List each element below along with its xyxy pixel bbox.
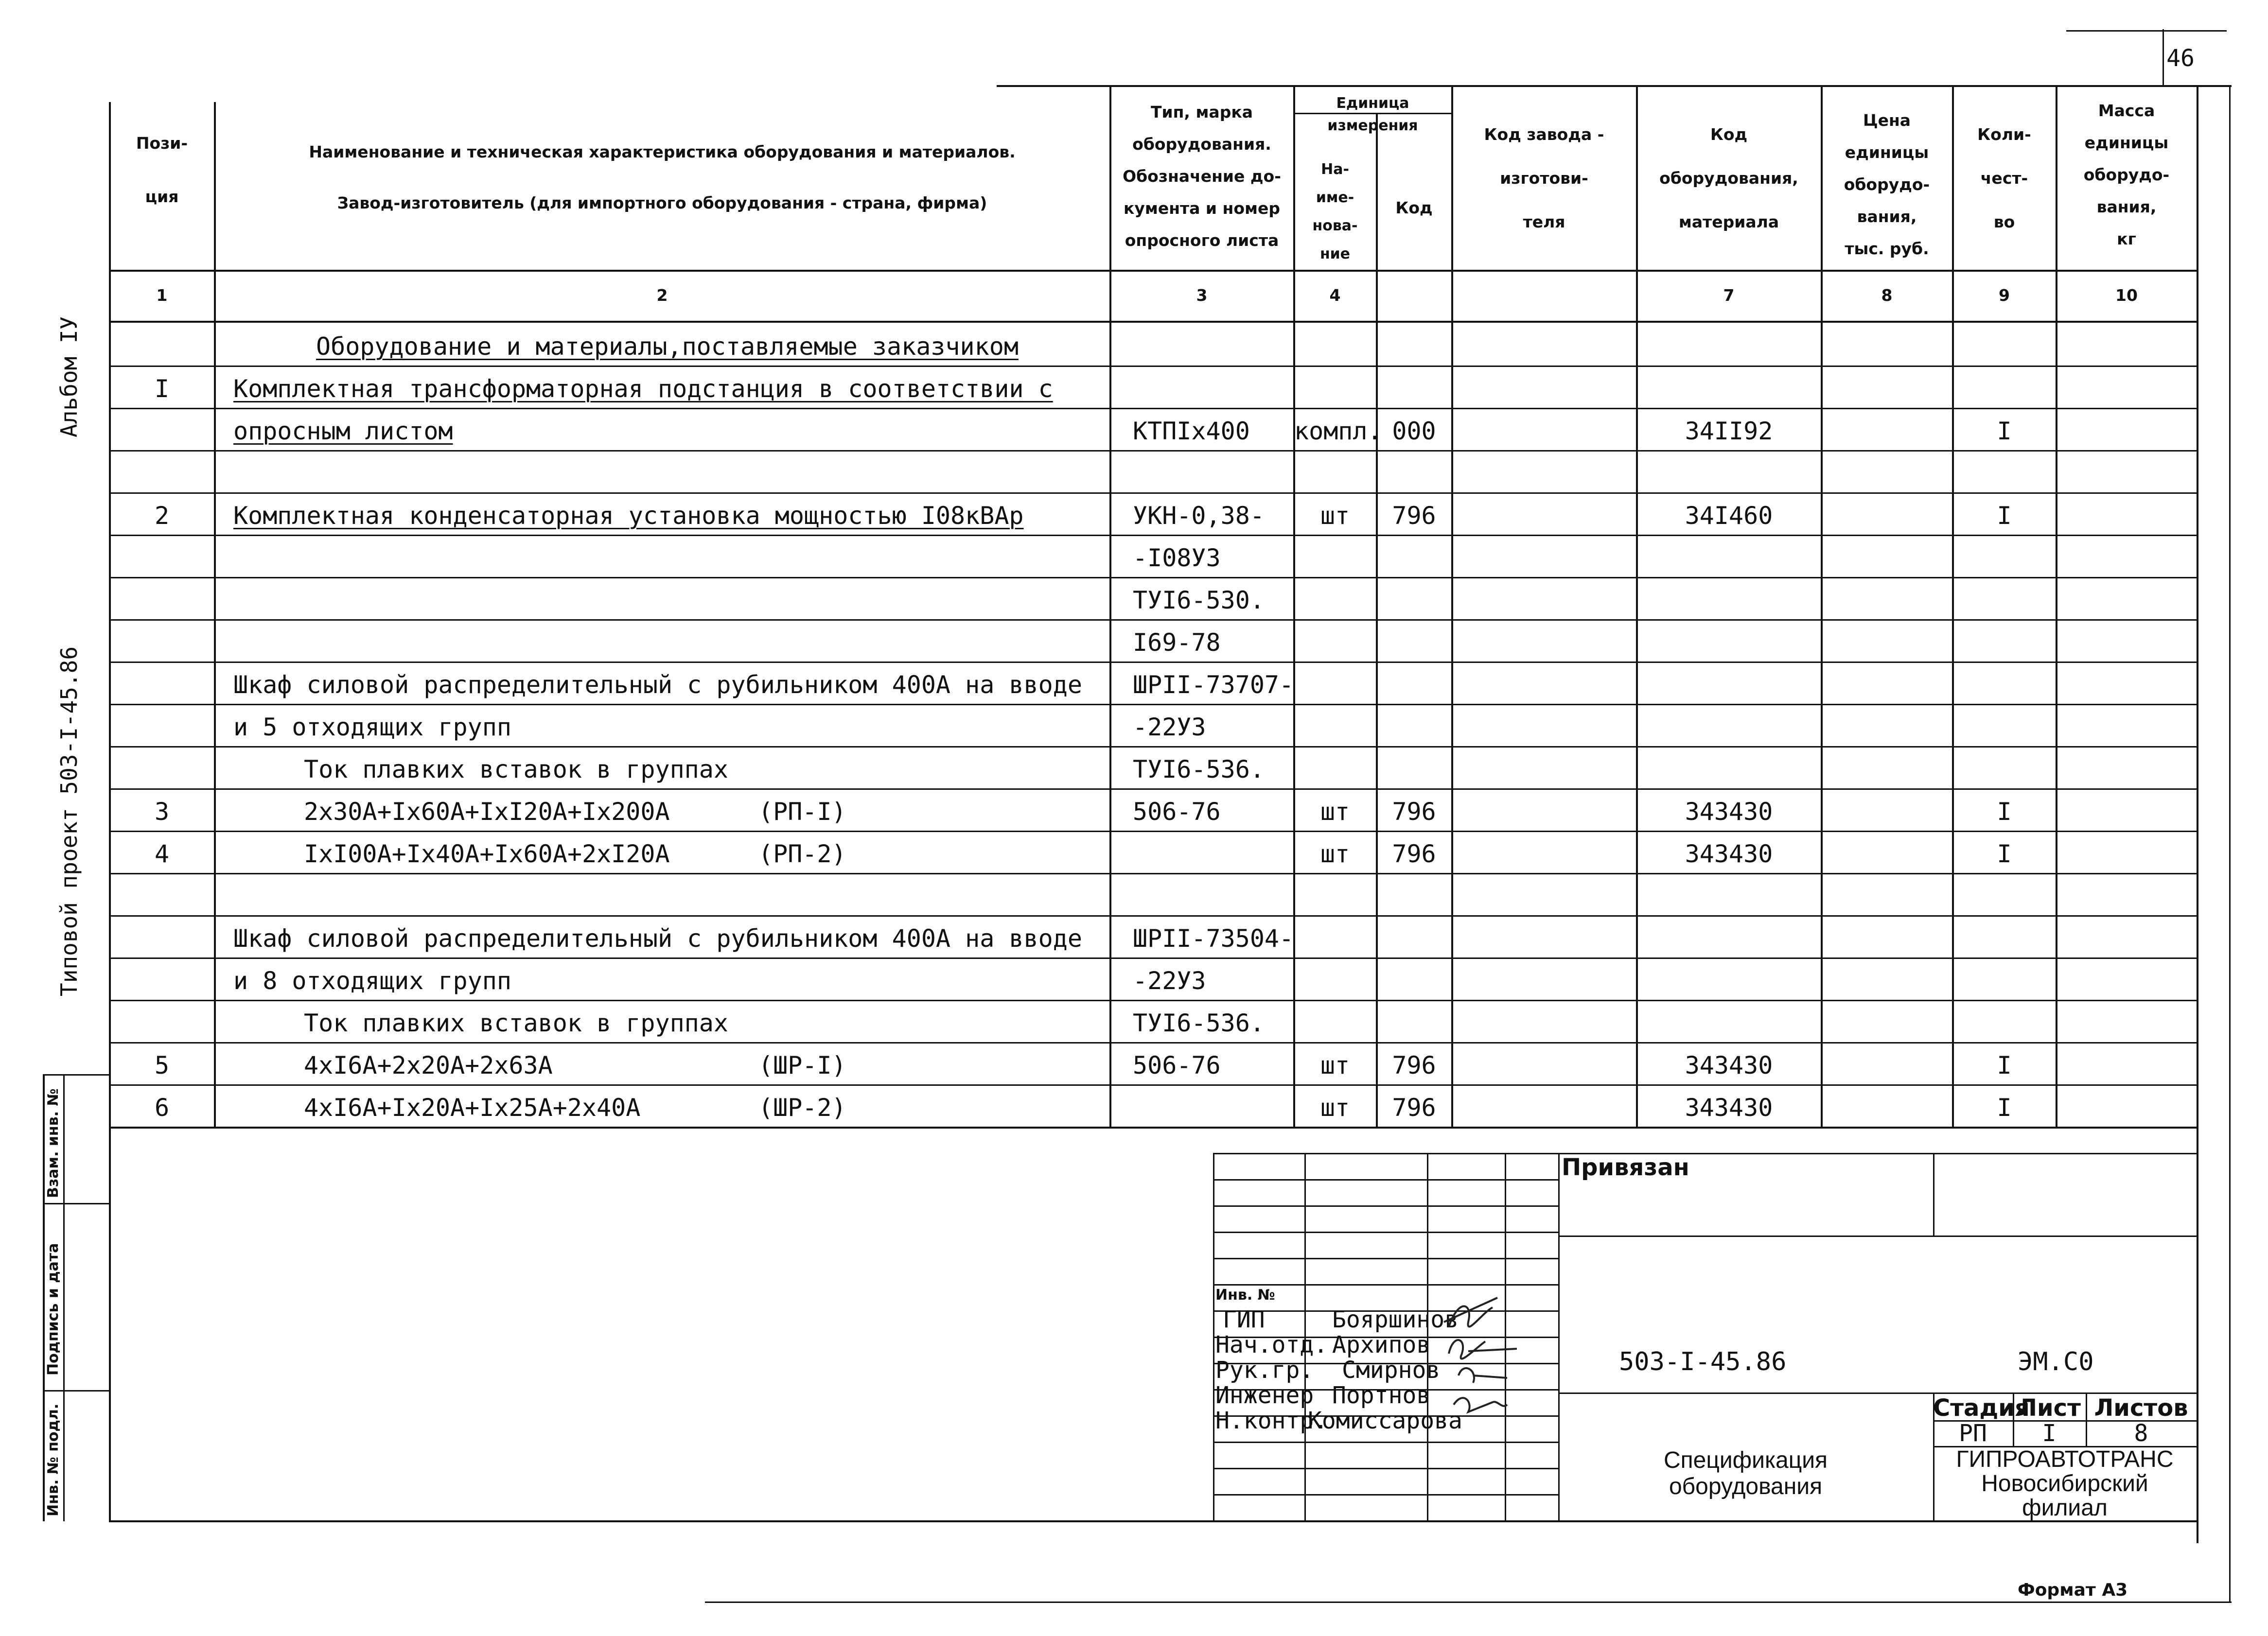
- row-separator: [109, 1042, 2197, 1044]
- row-name: 2х30А+Iх60А+IхI20А+Iх200А: [304, 798, 670, 826]
- header-name: Наименование и техническая характеристика оборудования и материалов. Завод-изготовитель (для импортного оборудования - страна, фирма): [309, 142, 1016, 212]
- header-factory-code: Код завода - изготови- теля: [1484, 125, 1604, 231]
- row-separator: [109, 831, 2197, 832]
- row-type: 506-76: [1133, 798, 1221, 826]
- stamp-h1: [43, 1074, 109, 1076]
- row-unit-code: 796: [1392, 1094, 1436, 1122]
- inv-no-label: Инв. №: [1215, 1287, 1275, 1304]
- row-equipment-code: 34I460: [1685, 502, 1773, 530]
- sheet-value: I: [2042, 1420, 2057, 1447]
- header-bottom-line: [109, 270, 2197, 272]
- colnum-2: 2: [656, 286, 668, 305]
- stamp-label-inv: Инв. № подл.: [45, 1403, 62, 1516]
- document-title: Спецификация оборудования: [1663, 1447, 1828, 1499]
- top-frame-line: [997, 85, 2232, 87]
- row-quantity: I: [1997, 502, 2012, 530]
- row-name: и 8 отходящих групп: [233, 967, 511, 995]
- row-type: КТПIх400: [1133, 417, 1250, 445]
- row-name: Комплектная конденсаторная установка мощностью I08кВАр: [233, 502, 1024, 530]
- row-separator: [109, 535, 2197, 536]
- staff-name-3: Смирнов: [1342, 1357, 1441, 1384]
- row-quantity: I: [1997, 417, 2012, 445]
- row-separator: [109, 704, 2197, 705]
- row-name: и 5 отходящих групп: [233, 713, 511, 741]
- attached-label: Привязан: [1562, 1154, 1689, 1181]
- staff-name-1: Бояршинов: [1332, 1306, 1459, 1333]
- row-position: 4: [154, 840, 170, 868]
- numbers-bottom-line: [109, 321, 2197, 323]
- row-equipment-code: 343430: [1685, 840, 1773, 868]
- row-type: ТУI6-536.: [1133, 755, 1265, 783]
- staff-role-4: Инженер: [1215, 1382, 1314, 1409]
- staff-role-1: ГИП: [1223, 1306, 1265, 1333]
- right-frame-line: [2197, 85, 2198, 1543]
- row-separator: [109, 365, 2197, 367]
- format-line: [705, 1601, 2232, 1603]
- staff-role-3: Рук.гр.: [1215, 1357, 1314, 1384]
- row-type: ШРII-73504-: [1133, 924, 1294, 953]
- row-unit: шт: [1320, 840, 1350, 868]
- col-line-1: [214, 102, 216, 1128]
- row-unit-code: 796: [1392, 798, 1436, 826]
- row-separator: [109, 408, 2197, 409]
- row-note: (ШР-I): [758, 1051, 846, 1079]
- colnum-3: 3: [1196, 286, 1208, 305]
- stamp-label-replace: Взам. инв. №: [45, 1088, 62, 1198]
- colnum-9: 9: [1999, 286, 2010, 305]
- staff-role-5: Н.контр.: [1215, 1407, 1328, 1434]
- row-type: ТУI6-536.: [1133, 1009, 1265, 1037]
- table-bottom-line: [109, 1127, 2197, 1129]
- project-label: Типовой проект 503-I-45.86: [56, 646, 82, 996]
- row-name: Шкаф силовой распределительный с рубильником 400А на вводе: [233, 924, 1082, 953]
- doc-code: 503-I-45.86: [1619, 1347, 1787, 1376]
- signatures: [1439, 1293, 1585, 1439]
- sheet-code: ЭМ.С0: [2018, 1347, 2094, 1376]
- header-equipment-code: Код оборудования, материала: [1659, 125, 1798, 231]
- sheets-value: 8: [2134, 1420, 2148, 1447]
- page-number: 46: [2166, 45, 2195, 72]
- row-name: Комплектная трансформаторная подстанция в соответствии с: [233, 375, 1053, 403]
- organization: ГИПРОАВТОТРАНС Новосибирский филиал: [1956, 1446, 2174, 1521]
- staff-name-5: Комиссарова: [1308, 1407, 1462, 1434]
- sheets-label: Листов: [2094, 1394, 2188, 1422]
- row-separator: [109, 746, 2197, 748]
- row-separator: [109, 873, 2197, 874]
- row-separator: [109, 577, 2197, 578]
- row-type: ТУI6-530.: [1133, 586, 1265, 614]
- row-type: ШРII-73707-: [1133, 671, 1294, 699]
- header-unit-name: На- име- нова- ние: [1312, 161, 1358, 262]
- header-position: Пози- ция: [136, 134, 188, 206]
- row-type: -22У3: [1133, 713, 1206, 741]
- row-position: 5: [154, 1051, 170, 1079]
- row-separator: [109, 1084, 2197, 1086]
- format-right-line: [2229, 85, 2231, 1601]
- row-equipment-code: 343430: [1685, 1094, 1773, 1122]
- row-separator: [109, 957, 2197, 959]
- stage-label: Стадия: [1933, 1394, 2030, 1422]
- row-separator: [109, 492, 2197, 494]
- row-type: -I08У3: [1133, 544, 1221, 572]
- row-unit: шт: [1320, 1051, 1350, 1079]
- row-unit: компл.: [1294, 417, 1382, 445]
- row-note: (РП-2): [758, 840, 846, 868]
- colnum-10: 10: [2115, 286, 2138, 305]
- row-type: I69-78: [1133, 628, 1221, 657]
- row-separator: [109, 1000, 2197, 1001]
- row-unit: шт: [1320, 502, 1350, 530]
- header-mass: Масса единицы оборудо- вания, кг: [2083, 101, 2170, 248]
- row-equipment-code: 343430: [1685, 798, 1773, 826]
- row-position: I: [154, 375, 170, 403]
- row-quantity: I: [1997, 1051, 2012, 1079]
- format-label: Формат А3: [2018, 1580, 2128, 1600]
- row-separator: [109, 915, 2197, 917]
- title-grid-row: [1213, 1179, 1558, 1181]
- header-quantity: Коли- чест- во: [1977, 125, 2031, 231]
- row-unit-code: 796: [1392, 502, 1436, 530]
- colnum-8: 8: [1881, 286, 1893, 305]
- staff-role-2: Нач.отд.: [1215, 1331, 1328, 1358]
- title-grid-row: [1213, 1494, 1558, 1496]
- row-name: 4хI6А+2х20А+2х63А: [304, 1051, 553, 1079]
- header-unit-group: Единица измерения: [1327, 95, 1418, 134]
- row-position: 3: [154, 798, 170, 826]
- colnum-7: 7: [1723, 286, 1735, 305]
- row-separator: [109, 661, 2197, 663]
- colnum-4: 4: [1329, 286, 1341, 305]
- row-separator: [109, 788, 2197, 790]
- row-separator: [109, 450, 2197, 452]
- row-equipment-code: 343430: [1685, 1051, 1773, 1079]
- row-unit-code: 000: [1392, 417, 1436, 445]
- stamp-mid-line: [63, 1074, 65, 1521]
- row-unit-code: 796: [1392, 1051, 1436, 1079]
- row-name: IхI00А+Iх40А+Iх60А+2хI20А: [304, 840, 670, 868]
- stamp-label-signature: Подпись и дата: [45, 1243, 62, 1375]
- colnum-1: 1: [156, 286, 168, 305]
- sheet-bottom-line: [109, 1520, 2197, 1522]
- row-type: 506-76: [1133, 1051, 1221, 1079]
- row-name: Ток плавких вставок в группах: [304, 755, 728, 783]
- row-quantity: I: [1997, 798, 2012, 826]
- title-grid-row: [1213, 1232, 1558, 1233]
- row-name: опросным листом: [233, 417, 453, 445]
- album-label: Альбом IУ: [56, 316, 82, 437]
- row-name: Шкаф силовой распределительный с рубильником 400А на вводе: [233, 671, 1082, 699]
- title-grid-row: [1213, 1442, 1558, 1443]
- row-name: Оборудование и материалы,поставляемые заказчиком: [316, 332, 1019, 361]
- stage-value: РП: [1959, 1420, 1987, 1447]
- row-position: 6: [154, 1094, 170, 1122]
- row-unit: шт: [1320, 798, 1350, 826]
- staff-name-4: Портнов: [1332, 1382, 1431, 1409]
- row-name: 4хI6А+Iх20А+Iх25А+2х40А: [304, 1094, 641, 1122]
- row-quantity: I: [1997, 840, 2012, 868]
- row-note: (ШР-2): [758, 1094, 846, 1122]
- header-price: Цена единицы оборудо- вания, тыс. руб.: [1844, 111, 1930, 258]
- row-quantity: I: [1997, 1094, 2012, 1122]
- row-name: Ток плавких вставок в группах: [304, 1009, 728, 1037]
- title-grid-row: [1213, 1258, 1558, 1259]
- row-separator: [109, 619, 2197, 621]
- row-type: УКН-0,38-: [1133, 502, 1265, 530]
- row-unit-code: 796: [1392, 840, 1436, 868]
- top-short-line: [2066, 30, 2227, 32]
- row-unit: шт: [1320, 1094, 1350, 1122]
- row-type: -22У3: [1133, 967, 1206, 995]
- stamp-h2: [43, 1203, 109, 1204]
- row-position: 2: [154, 502, 170, 530]
- title-grid-row: [1213, 1468, 1558, 1469]
- staff-name-2: Архипов: [1332, 1331, 1431, 1358]
- stamp-h3: [43, 1390, 109, 1392]
- sheet-label: Лист: [2018, 1394, 2081, 1422]
- header-unit-code: Код: [1395, 198, 1433, 217]
- header-type: Тип, марка оборудования. Обозначение до- кумента и номер опросного листа: [1123, 103, 1281, 250]
- title-grid-row: [1213, 1205, 1558, 1207]
- row-equipment-code: 34II92: [1685, 417, 1773, 445]
- row-note: (РП-I): [758, 798, 846, 826]
